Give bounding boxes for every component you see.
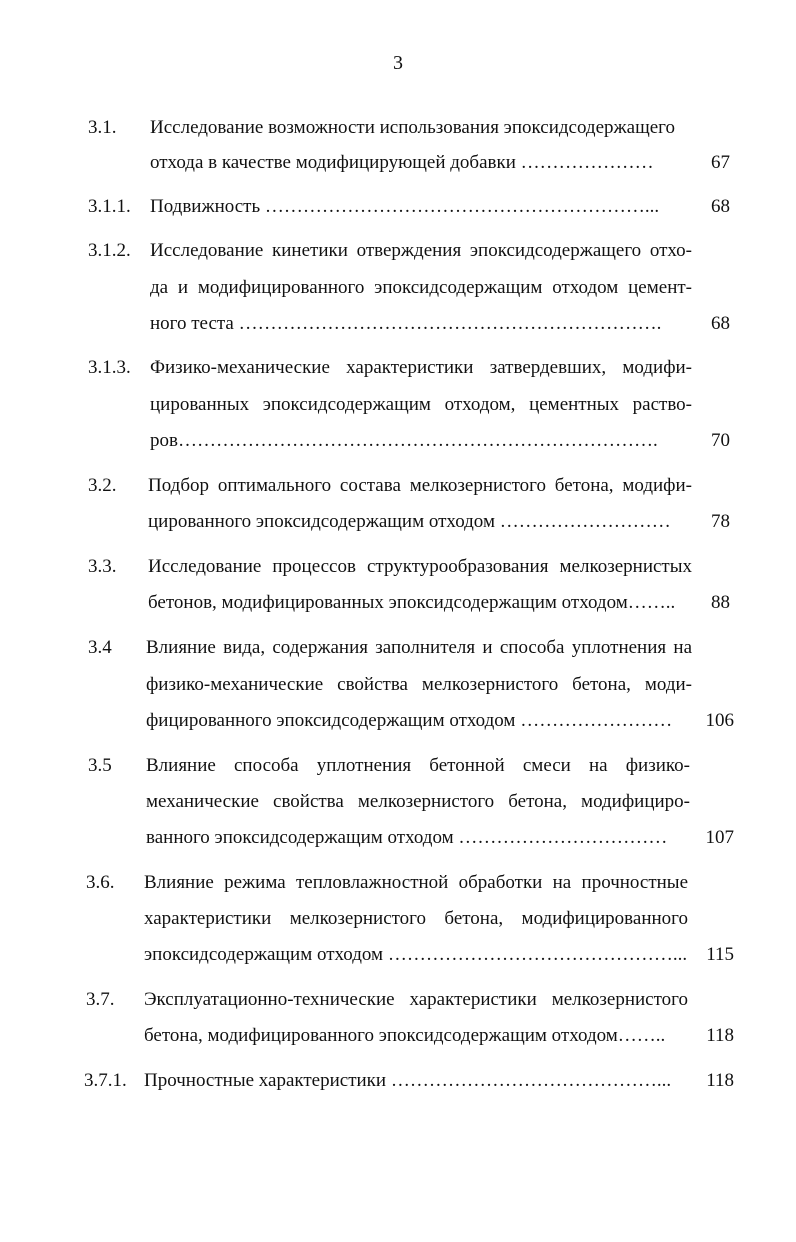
toc-entry-number: 3.7.: [86, 989, 115, 1010]
toc-entry-text: Исследование кинетики отверждения эпоксидсодержащего отхо-: [150, 240, 692, 261]
toc-entry-page: 67: [711, 152, 730, 173]
page-number: 3: [393, 52, 403, 74]
toc-entry-text: отхода в качестве модифицирующей добавки …………………: [150, 152, 654, 173]
toc-entry-text: фицированного эпоксидсодержащим отходом ……………………: [146, 710, 673, 731]
toc-entry-number: 3.1.1.: [88, 196, 131, 217]
toc-entry-text: Прочностные характеристики ……………………………………...: [144, 1070, 672, 1091]
toc-entry-text: характеристики мелкозернистого бетона, модифицированного: [144, 908, 688, 929]
toc-entry-page: 118: [706, 1025, 734, 1046]
toc-entry-page: 78: [711, 511, 730, 532]
toc-entry-number: 3.2.: [88, 475, 117, 496]
toc-entry-page: 106: [705, 710, 734, 731]
toc-entry-text: ванного эпоксидсодержащим отходом ……………………………: [146, 827, 668, 848]
toc-entry-number: 3.3.: [88, 556, 117, 577]
toc-entry-page: 68: [711, 313, 730, 334]
toc-entry-text: Влияние режима тепловлажностной обработки на прочностные: [144, 872, 688, 893]
toc-entry-text: ров………………………………………………………………….: [150, 430, 658, 451]
toc-entry-page: 107: [705, 827, 734, 848]
toc-entry-text: Исследование процессов структурообразования мелкозернистых: [148, 556, 692, 577]
toc-entry-text: Эксплуатационно-технические характеристики мелкозернистого: [144, 989, 688, 1010]
toc-entry-text: Подбор оптимального состава мелкозернистого бетона, модифи-: [148, 475, 692, 496]
toc-entry-page: 115: [706, 944, 734, 965]
toc-entry-page: 118: [706, 1070, 734, 1091]
toc-entry-number: 3.5: [88, 755, 112, 776]
toc-entry-number: 3.7.1.: [84, 1070, 127, 1091]
toc-entry-page: 70: [711, 430, 730, 451]
toc-entry-number: 3.1.3.: [88, 357, 131, 378]
toc-entry-page: 88: [711, 592, 730, 613]
toc-entry-text: Подвижность ……………………………………………………...: [150, 196, 660, 217]
toc-entry-number: 3.1.2.: [88, 240, 131, 261]
toc-entry-text: Влияние способа уплотнения бетонной смеси на физико-: [146, 755, 690, 776]
toc-entry-text: Физико-механические характеристики затвердевших, модифи-: [150, 357, 692, 378]
toc-entry-number: 3.4: [88, 637, 112, 658]
toc-entry-text: физико-механические свойства мелкозернистого бетона, моди-: [146, 674, 692, 695]
toc-entry-text: цированного эпоксидсодержащим отходом ………………………: [148, 511, 671, 532]
toc-entry-text: бетона, модифицированного эпоксидсодержащим отходом……..: [144, 1025, 666, 1046]
toc-entry-text: механические свойства мелкозернистого бетона, модифициро-: [146, 791, 690, 812]
toc-entry-text: эпоксидсодержащим отходом ………………………………………...: [144, 944, 688, 965]
toc-entry-text: Исследование возможности использования эпоксидсодержащего: [150, 117, 675, 138]
toc-entry-number: 3.1.: [88, 117, 117, 138]
toc-entry-text: ного теста ………………………………………………………….: [150, 313, 662, 334]
toc-entry-text: Влияние вида, содержания заполнителя и способа уплотнения на: [146, 637, 692, 658]
toc-entry-text: цированных эпоксидсодержащим отходом, цементных раство-: [150, 394, 692, 415]
toc-entry-page: 68: [711, 196, 730, 217]
toc-entry-text: да и модифицированного эпоксидсодержащим отходом цемент-: [150, 277, 692, 298]
toc-entry-text: бетонов, модифицированных эпоксидсодержащим отходом……..: [148, 592, 676, 613]
toc-entry-number: 3.6.: [86, 872, 115, 893]
